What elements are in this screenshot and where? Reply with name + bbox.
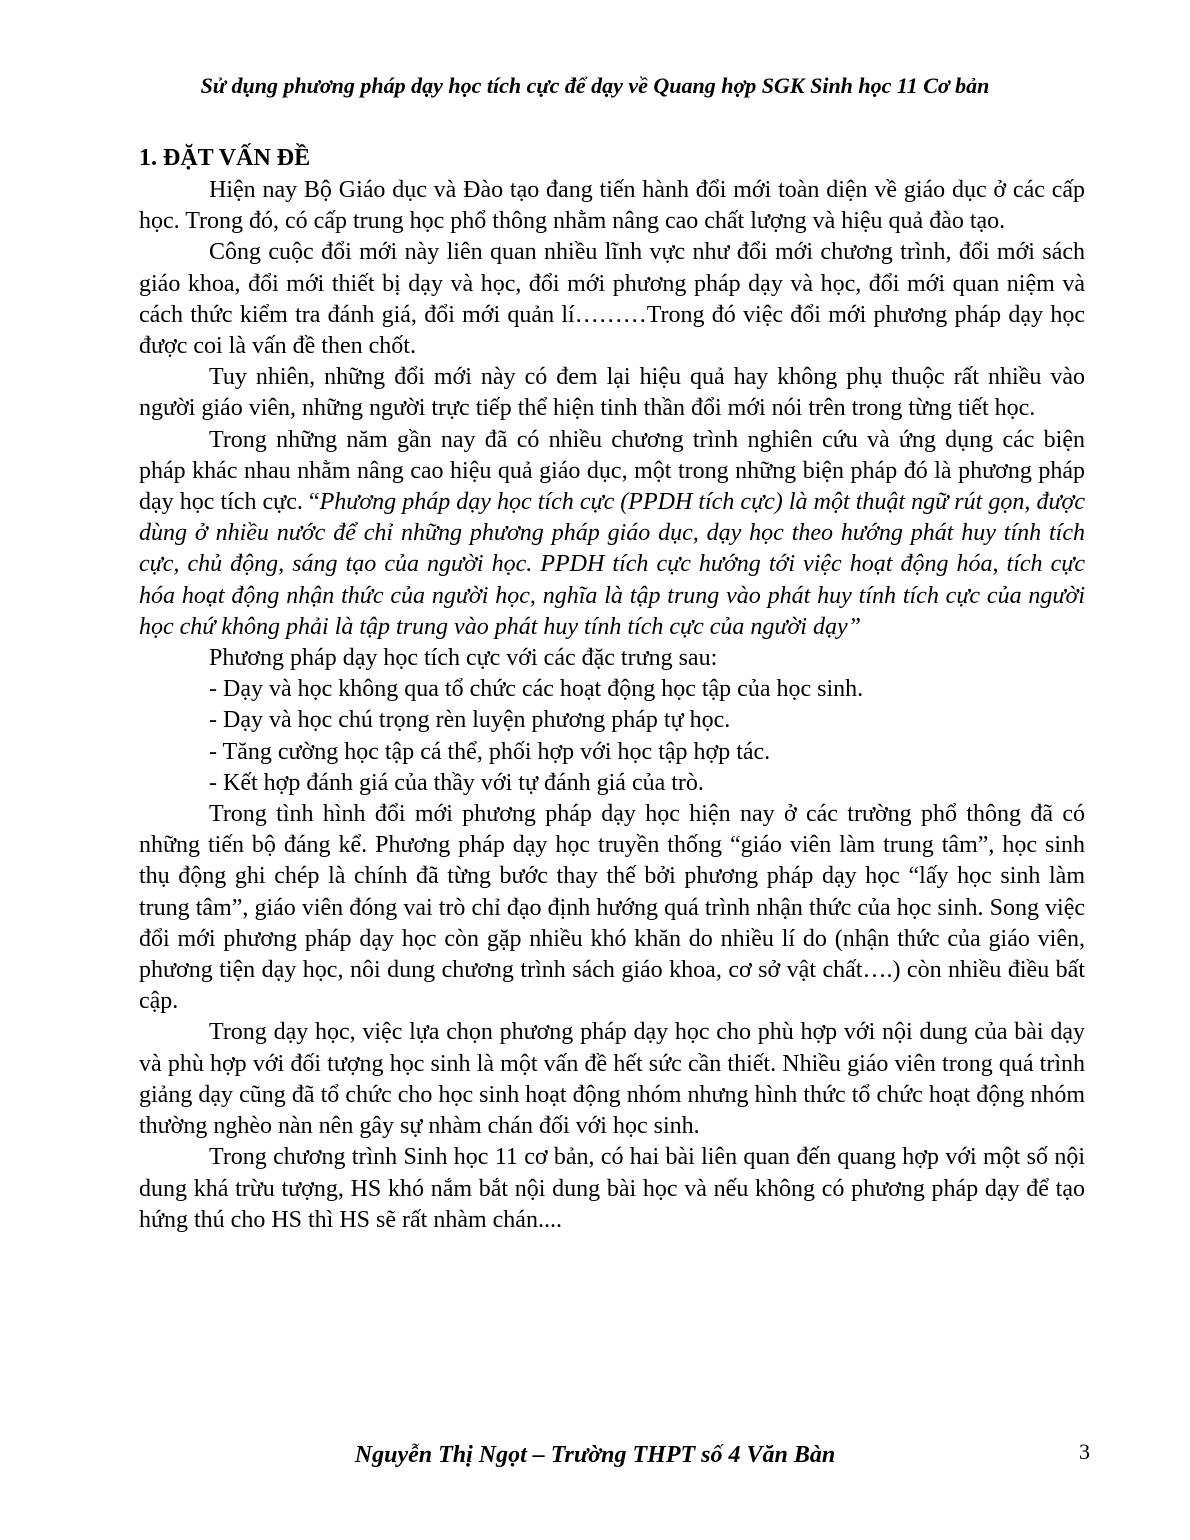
paragraph-7: Trong dạy học, việc lựa chọn phương pháp dạy học cho phù hợp với nội dung của bài dạy và phù hợp với đối tượng học sinh là một vấn đề hết sức cần thiết. Nhiều giáo viên trong quá trình giảng dạy cũng đã tổ chức cho học sinh hoạt động nhóm nhưng hình thức tổ chức hoạt động nhóm thường nghèo nàn nên gây sự nhàm chán đối với học sinh. bbox=[139, 1019, 1085, 1140]
feature-item-4: - Kết hợp đánh giá của thầy với tự đánh giá của trò. bbox=[209, 769, 704, 796]
paragraph-5: Phương pháp dạy học tích cực với các đặc trưng sau: bbox=[209, 645, 718, 672]
footer-author: Nguyễn Thị Ngọt – Trường THPT số 4 Văn Bàn bbox=[354, 1442, 836, 1468]
feature-item-3: - Tăng cường học tập cá thể, phối hợp với học tập hợp tác. bbox=[209, 738, 771, 765]
feature-item-1: - Dạy và học không qua tổ chức các hoạt động học tập của học sinh. bbox=[209, 676, 864, 703]
document-body bbox=[139, 141, 1085, 1236]
paragraph-4 bbox=[139, 425, 1085, 643]
running-header: Sử dụng phương pháp dạy học tích cực để dạy về Quang hợp SGK Sinh học 11 Cơ bản bbox=[200, 73, 990, 98]
paragraph-1: Hiện nay Bộ Giáo dục và Đào tạo đang tiến hành đổi mới toàn diện về giáo dục ở các cấp học. Trong đó, có cấp trung học phổ thông nhằm nâng cao chất lượng và hiệu quả đào tạo. bbox=[139, 177, 1085, 235]
paragraph-8: Trong chương trình Sinh học 11 cơ bản, có hai bài liên quan đến quang hợp với một số nội dung khá trừu tượng, HS khó nắm bắt nội dung bài học và nếu không có phương pháp dạy để tạo hứng thú cho HS thì HS sẽ rất nhàm chán.... bbox=[139, 1144, 1085, 1233]
paragraph-3: Tuy nhiên, những đổi mới này có đem lại hiệu quả hay không phụ thuộc rất nhiều vào người giáo viên, những người trực tiếp thể hiện tinh thần đổi mới nói trên trong từng tiết học. bbox=[139, 364, 1085, 422]
paragraph-6: Trong tình hình đổi mới phương pháp dạy học hiện nay ở các trường phổ thông đã có những tiến bộ đáng kể. Phương pháp dạy học truyền thống “giáo viên làm trung tâm”, học sinh thụ động ghi chép là chính đã từng bước thay thế bởi phương pháp dạy học “lấy học sinh làm trung tâm”, giáo viên đóng vai trò chỉ đạo định hướng quá trình nhận thức của học sinh. Song việc đổi mới phương pháp dạy học còn gặp nhiều khó khăn do nhiều lí do (nhận thức của giáo viên, phương tiện dạy học, nôi dung chương trình sách giáo khoa, cơ sở vật chất….) còn nhiều điều bất cập. bbox=[139, 801, 1085, 1015]
page-number: 3 bbox=[1079, 1439, 1090, 1464]
feature-item-2: - Dạy và học chú trọng rèn luyện phương pháp tự học. bbox=[209, 707, 731, 734]
section-heading: 1. ĐẶT VẤN ĐỀ bbox=[139, 145, 311, 171]
paragraph-4-text: Trong những năm gần nay đã có nhiều chương trình nghiên cứu và ứng dụng các biện pháp khác nhau nhằm nâng cao hiệu quả giáo dục, một trong những biện pháp đó là phương pháp dạy học tích cực. “ bbox=[139, 426, 1085, 516]
definition-quote: Phương pháp dạy học tích cực (PPDH tích cực) là một thuật ngữ rút gọn, được dùng ở nhiều nước để chỉ những phương pháp giáo dục, dạy học theo hướng phát huy tính tích cực, chủ động, sáng tạo của người học. PPDH tích cực hướng tới việc hoạt động hóa, tích cực hóa hoạt động nhận thức của người học, nghĩa là tập trung vào phát huy tính tích cực của người học chứ không phải là tập trung vào phát huy tính tích cực của người dạy” bbox=[139, 489, 1085, 640]
paragraph-2: Công cuộc đổi mới này liên quan nhiều lĩnh vực như đổi mới chương trình, đổi mới sách giáo khoa, đổi mới thiết bị dạy và học, đổi mới phương pháp dạy và học, đổi mới quan niệm và cách thức kiểm tra đánh giá, đổi mới quản lí………Trong đó việc đổi mới phương pháp dạy học được coi là vấn đề then chốt. bbox=[139, 239, 1085, 360]
